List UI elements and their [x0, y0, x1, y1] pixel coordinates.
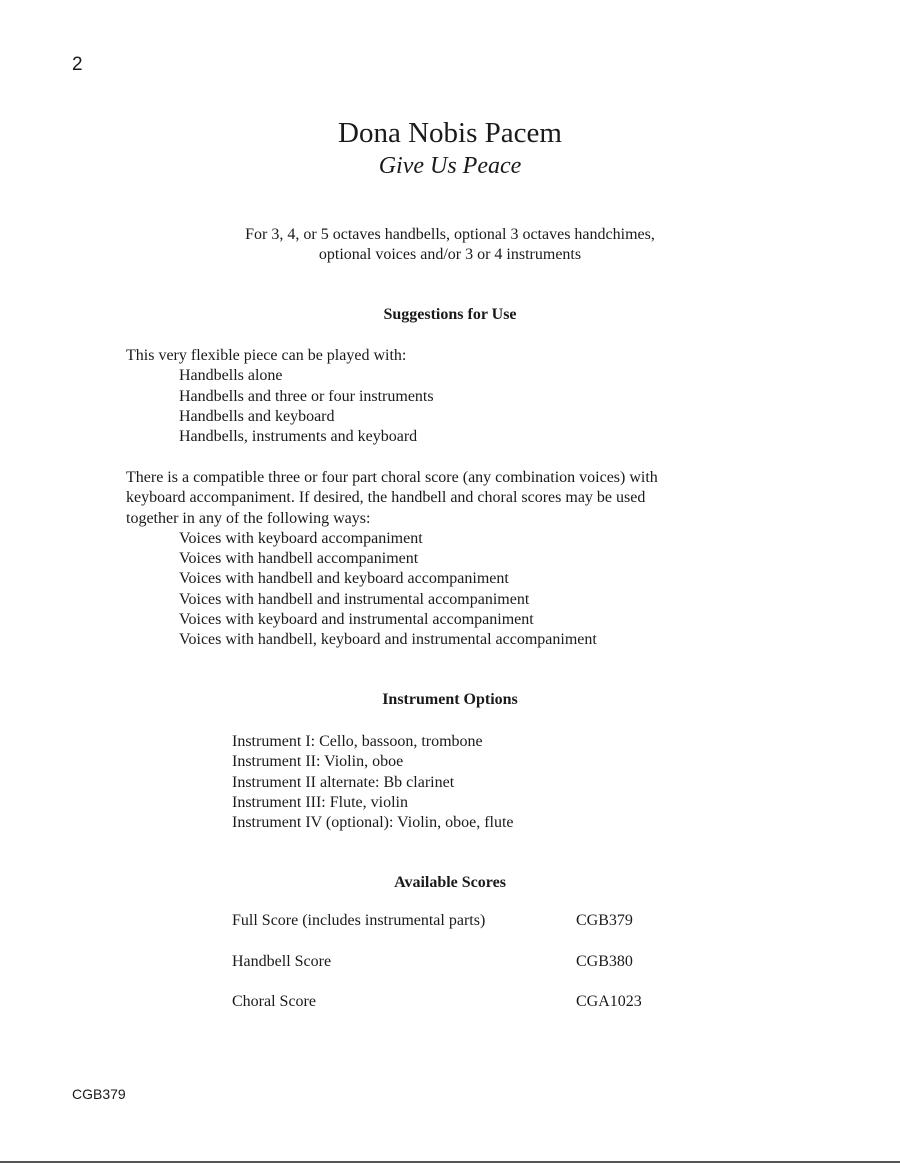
scoring-description — [0, 225, 900, 265]
list-item: Voices with handbell and keyboard accompaniment — [179, 570, 509, 588]
list-item: Handbells alone — [179, 367, 283, 385]
available-scores-heading: Available Scores — [394, 874, 506, 891]
score-code: CGB379 — [576, 912, 633, 929]
page-edge-divider — [0, 1161, 900, 1163]
score-name: Handbell Score — [232, 952, 332, 970]
list-item: Voices with handbell and instrumental accompaniment — [179, 590, 530, 608]
page-subtitle: Give Us Peace — [378, 153, 522, 179]
suggestions-heading: Suggestions for Use — [383, 306, 517, 323]
footer-catalog-code: CGB379 — [72, 1086, 126, 1102]
score-code: CGB380 — [576, 952, 633, 970]
choral-paragraph-line: There is a compatible three or four part choral score (any combination voices) with — [126, 469, 658, 486]
scoring-line: optional voices and/or 3 or 4 instruments — [318, 246, 582, 263]
table-row — [232, 953, 732, 994]
list-item: Voices with handbell accompaniment — [179, 550, 419, 568]
choral-paragraph-line: keyboard accompaniment. If desired, the handbell and choral scores may be used — [126, 489, 646, 507]
table-row — [232, 993, 732, 1034]
table-row — [232, 912, 732, 953]
list-item: Voices with handbell, keyboard and instrumental accompaniment — [179, 631, 597, 649]
choral-paragraph-line: together in any of the following ways: — [126, 509, 371, 527]
list-item: Handbells and three or four instruments — [179, 387, 434, 405]
list-item: Handbells, instruments and keyboard — [179, 428, 418, 446]
list-item: Instrument II alternate: Bb clarinet — [232, 773, 455, 791]
list-item: Instrument I: Cello, bassoon, trombone — [232, 733, 483, 750]
scoring-line: For 3, 4, or 5 octaves handbells, optional 3 octaves handchimes, — [245, 226, 655, 243]
list-item: Voices with keyboard accompaniment — [179, 529, 423, 547]
list-item: Instrument IV (optional): Violin, oboe, flute — [232, 814, 514, 832]
flexible-intro: This very flexible piece can be played with: — [126, 347, 407, 364]
available-scores-table — [232, 912, 732, 1034]
instrument-options-list — [232, 732, 514, 833]
page-number: 2 — [72, 54, 83, 75]
choral-usage-list — [126, 468, 658, 651]
score-name: Choral Score — [232, 993, 316, 1010]
flexible-usage-list — [126, 346, 434, 447]
page-title: Dona Nobis Pacem — [338, 117, 562, 149]
instrument-options-heading: Instrument Options — [382, 691, 518, 708]
list-item: Instrument II: Violin, oboe — [232, 753, 404, 771]
score-name: Full Score (includes instrumental parts) — [232, 912, 486, 929]
list-item: Instrument III: Flute, violin — [232, 793, 408, 811]
list-item: Handbells and keyboard — [179, 407, 335, 425]
score-code: CGA1023 — [576, 993, 642, 1010]
list-item: Voices with keyboard and instrumental accompaniment — [179, 611, 534, 629]
